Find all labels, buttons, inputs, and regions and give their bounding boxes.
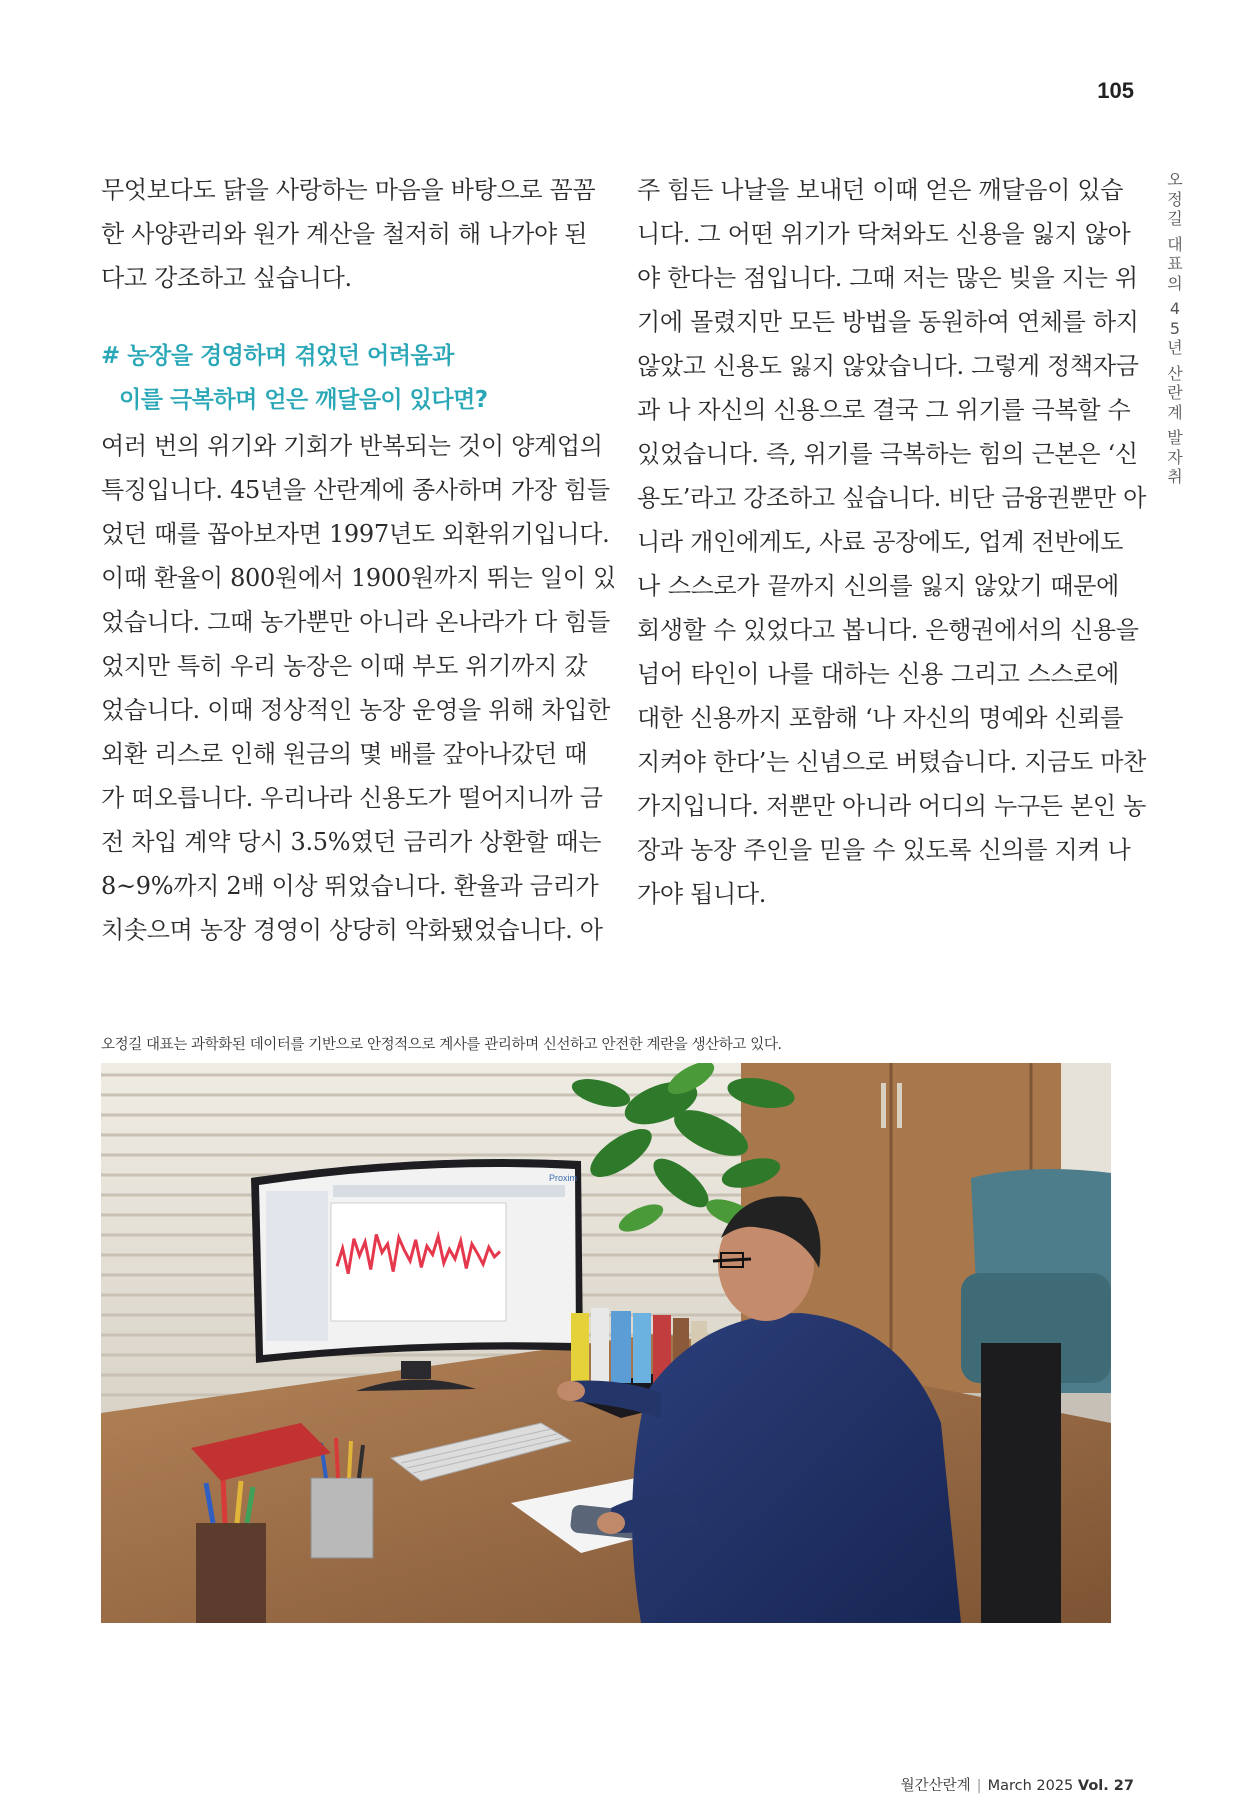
body-line: 이때 환율이 800원에서 1900원까지 뛰는 일이 있	[101, 564, 616, 592]
body-line: 과 나 자신의 신용으로 결국 그 위기를 극복할 수	[637, 396, 1131, 424]
body-line: 용도’라고 강조하고 싶습니다. 비단 금융권뿐만 아	[637, 484, 1146, 512]
body-line: 않았고 신용도 잃지 않았습니다. 그렇게 정책자금	[637, 352, 1139, 380]
side-title-char: 취	[1167, 467, 1183, 486]
side-title-char: 발	[1167, 428, 1183, 447]
footer-magazine: 월간산란계	[900, 1778, 971, 1794]
body-line: 가지입니다. 저뿐만 아니라 어디의 누구든 본인 농	[637, 792, 1146, 820]
body-line: 있었습니다. 즉, 위기를 극복하는 힘의 근본은 ‘신	[637, 440, 1138, 468]
side-title-char: 표	[1167, 254, 1183, 273]
section-heading-line: 이를 극복하며 얻은 깨달음이 있다면?	[119, 387, 488, 413]
footer	[800, 1774, 1134, 1795]
side-title-char: 대	[1167, 234, 1183, 254]
right-column	[637, 168, 1146, 916]
side-title-char: 길	[1167, 209, 1183, 228]
office-chair	[981, 1343, 1061, 1623]
body-line: 었습니다. 이때 정상적인 농장 운영을 위해 차입한	[101, 696, 610, 724]
side-title-char: 란	[1167, 383, 1183, 402]
body-line: 장과 농장 주인을 믿을 수 있도록 신의를 지켜 나	[637, 836, 1131, 864]
side-title-char: 정	[1167, 189, 1183, 209]
side-title-char: 산	[1167, 363, 1183, 383]
body-line: 대한 신용까지 포함해 ‘나 자신의 명예와 신뢰를	[637, 704, 1124, 732]
body-line: 다고 강조하고 싶습니다.	[101, 264, 352, 292]
body-line: 치솟으며 농장 경영이 상당히 악화됐었습니다. 아	[101, 916, 603, 944]
side-title-vertical	[1163, 170, 1187, 487]
office-photo-illustration	[101, 1063, 1111, 1623]
body-line: 가야 됩니다.	[637, 880, 767, 908]
body-line: 나 스스로가 끝까지 신의를 잃지 않았기 때문에	[637, 572, 1119, 600]
body-line: 회생할 수 있었다고 봅니다. 은행권에서의 신용을	[637, 616, 1139, 644]
body-line: 전 차입 계약 당시 3.5%였던 금리가 상환할 때는	[101, 828, 602, 856]
monitor-brand-logo: Proxim	[549, 1173, 578, 1183]
body-line: 기에 몰렸지만 모든 방법을 동원하여 연체를 하지	[637, 308, 1139, 336]
body-line: 야 한다는 점입니다. 그때 저는 많은 빚을 지는 위	[637, 264, 1138, 292]
body-line: 넘어 타인이 나를 대하는 신용 그리고 스스로에	[637, 660, 1119, 688]
side-title-char: 계	[1167, 402, 1183, 422]
side-title-char: 의	[1167, 273, 1183, 293]
side-title-char: 오	[1167, 170, 1183, 189]
section-heading	[101, 334, 583, 422]
body-line: 었지만 특히 우리 농장은 이때 부도 위기까지 갔	[101, 652, 588, 680]
body-line: 외환 리스로 인해 원금의 몇 배를 갚아나갔던 때	[101, 740, 588, 768]
page-number: 105	[1097, 78, 1134, 103]
body-line: 니라 개인에게도, 사료 공장에도, 업계 전반에도	[637, 528, 1124, 556]
body-line: 니다. 그 어떤 위기가 닥쳐와도 신용을 잃지 않아	[637, 220, 1131, 248]
body-line: 가 떠오릅니다. 우리나라 신용도가 떨어지니까 금	[101, 784, 603, 812]
body-line: 여러 번의 위기와 기회가 반복되는 것이 양계업의	[101, 432, 603, 460]
body-line: 무엇보다도 닭을 사랑하는 마음을 바탕으로 꼼꼼	[101, 176, 596, 204]
section-heading-line: # 농장을 경영하며 겪었던 어려움과	[101, 343, 454, 369]
body-line: 주 힘든 나날을 보내던 이때 얻은 깨달음이 있습	[637, 176, 1124, 204]
side-title-char: 4	[1169, 299, 1181, 318]
body-line: 특징입니다. 45년을 산란계에 종사하며 가장 힘들	[101, 476, 610, 504]
body-line: 었습니다. 그때 농가뿐만 아니라 온나라가 다 힘들	[101, 608, 610, 636]
body-line: 8~9%까지 2배 이상 뛰었습니다. 환율과 금리가	[101, 872, 599, 900]
photo	[101, 1063, 1111, 1623]
footer-month: March 2025	[987, 1778, 1074, 1794]
side-title-char: 자	[1167, 447, 1183, 467]
footer-separator: |	[976, 1778, 982, 1794]
photo-caption: 오정길 대표는 과학화된 데이터를 기반으로 안정적으로 계사를 관리하며 신선하고 안전한 계란을 생산하고 있다.	[101, 1037, 782, 1053]
side-title-char: 5	[1169, 318, 1181, 338]
left-column	[101, 168, 616, 952]
body-line: 었던 때를 꼽아보자면 1997년도 외환위기입니다.	[101, 520, 610, 548]
body-line: 지켜야 한다’는 신념으로 버텼습니다. 지금도 마찬	[637, 748, 1146, 776]
body-line: 한 사양관리와 원가 계산을 철저히 해 나가야 된	[101, 220, 588, 248]
side-title-char: 년	[1167, 338, 1183, 357]
footer-volume: Vol. 27	[1077, 1778, 1134, 1794]
